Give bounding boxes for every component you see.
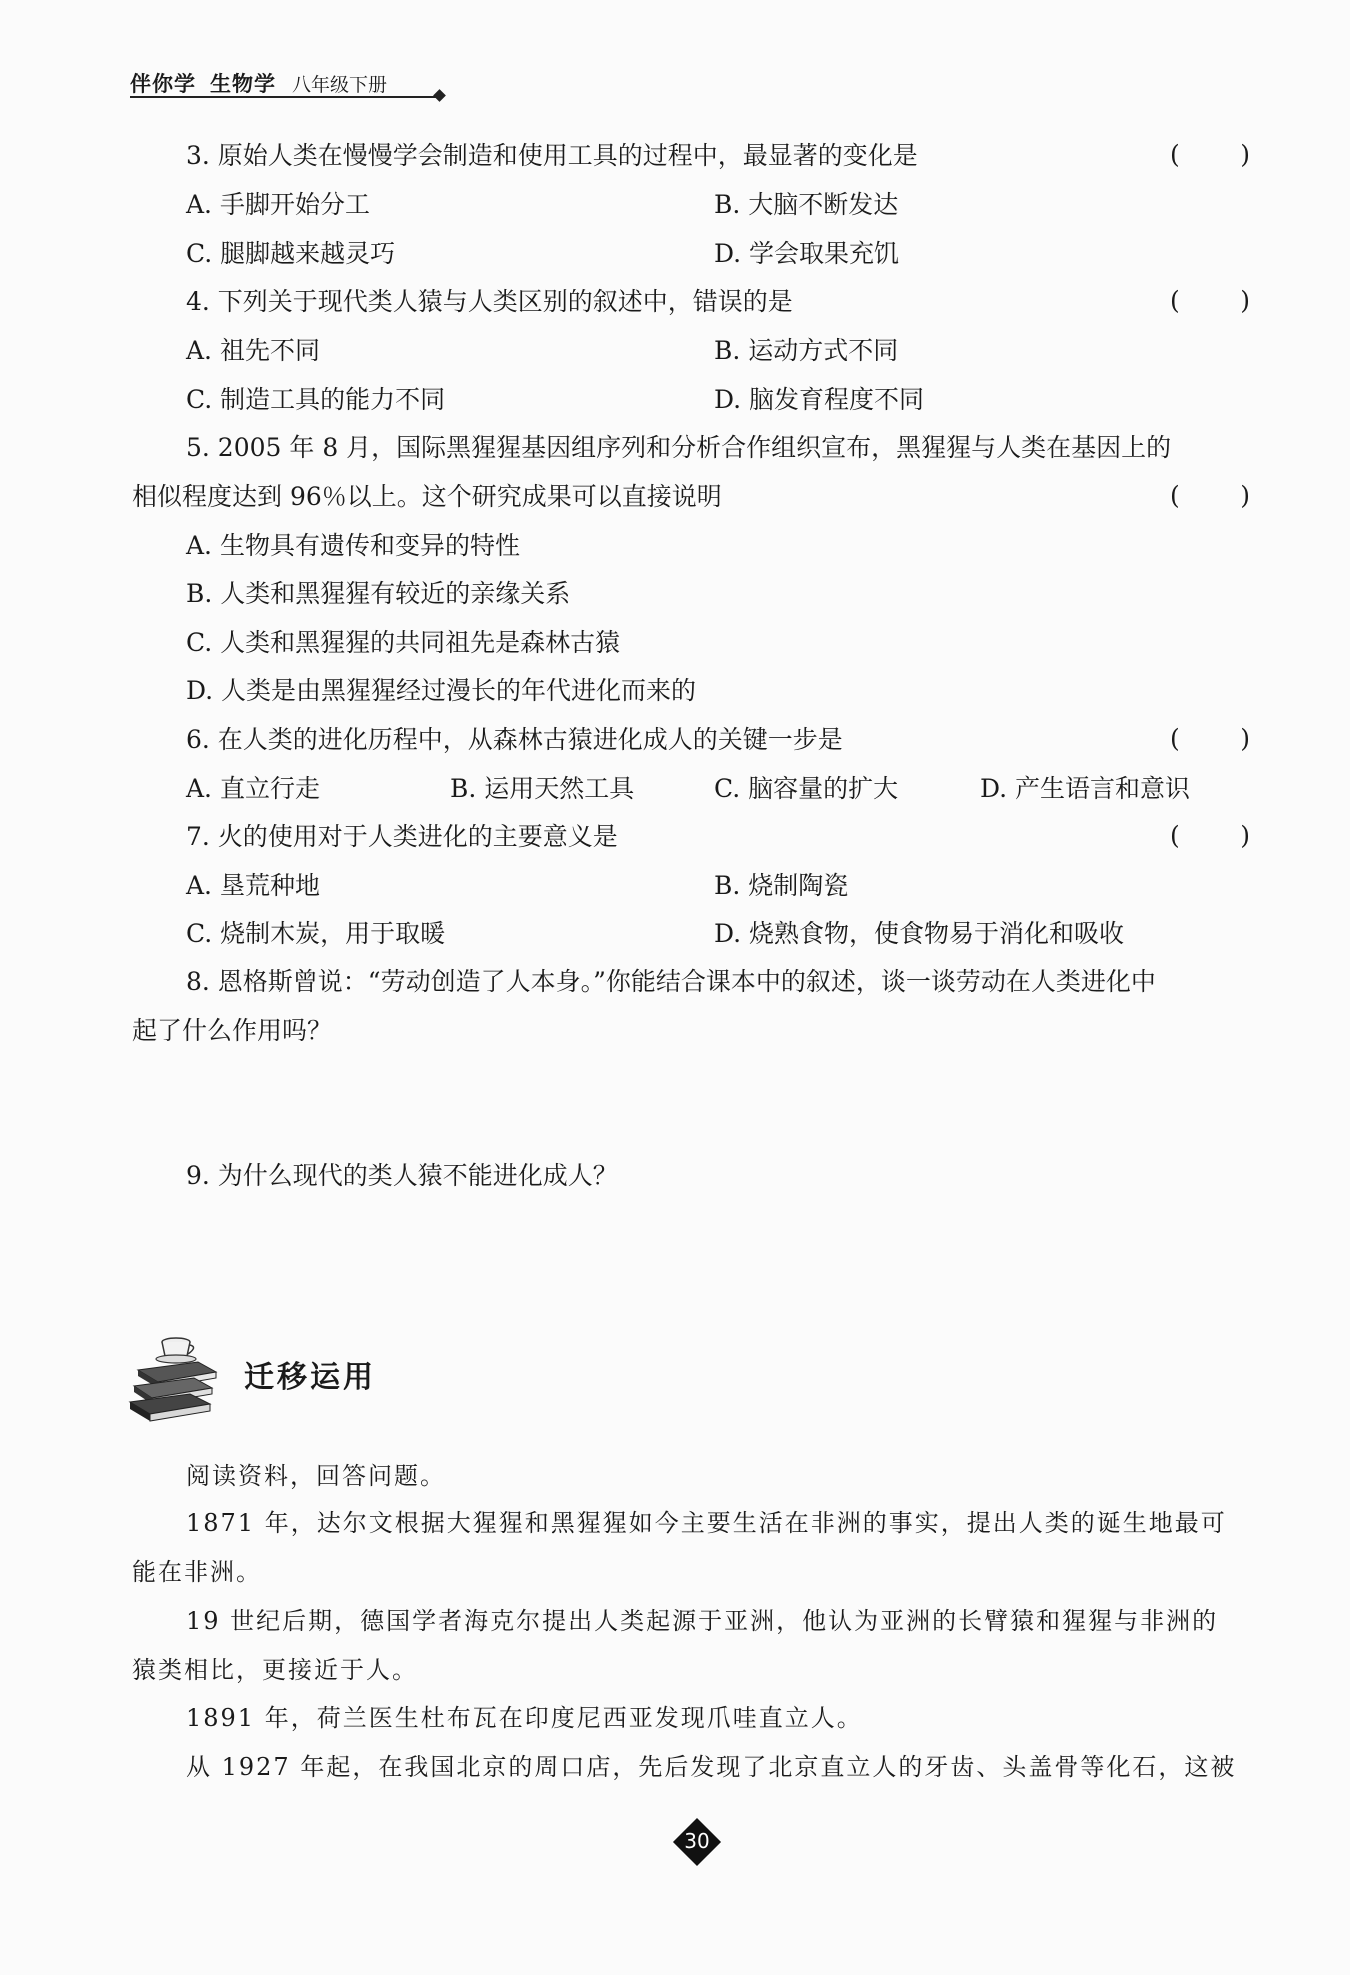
answer-paren-q4 [1170,286,1250,315]
question-4-stem: 4. 下列关于现代类人猿与人类区别的叙述中，错误的是 [186,287,793,316]
option-q4-c: C. 制造工具的能力不同 [186,385,446,414]
option-q5-b: B. 人类和黑猩猩有较近的亲缘关系 [186,579,571,608]
question-6-stem: 6. 在人类的进化历程中，从森林古猿进化成人的关键一步是 [186,725,843,754]
passage-p2-line1: 19 世纪后期，德国学者海克尔提出人类起源于亚洲，他认为亚洲的长臂猿和猩猩与非洲的 [186,1607,1219,1635]
option-q6-c: C. 脑容量的扩大 [714,774,899,803]
option-q5-d: D. 人类是由黑猩猩经过漫长的年代进化而来的 [186,676,697,705]
header-rule [130,96,440,98]
passage-intro: 阅读资料，回答问题。 [186,1462,446,1490]
page-number: 30 [684,1829,710,1853]
option-q3-b: B. 大脑不断发达 [714,190,899,219]
paren-open: ( [1170,724,1180,753]
paren-close: ) [1240,286,1250,315]
paren-open: ( [1170,821,1180,850]
passage-p3: 1891 年，荷兰医生杜布瓦在印度尼西亚发现爪哇直立人。 [186,1704,863,1732]
section-title: 迁移运用 [244,1360,376,1395]
books-and-coffee-cup-icon [128,1328,228,1424]
question-9-stem: 9. 为什么现代的类人猿不能进化成人？ [186,1161,618,1190]
header-grade: 八年级下册 [292,74,388,96]
option-q4-b: B. 运动方式不同 [714,336,899,365]
option-q7-c: C. 烧制木炭，用于取暖 [186,919,446,948]
passage-p4: 从 1927 年起，在我国北京的周口店，先后发现了北京直立人的牙齿、头盖骨等化石，这被 [186,1753,1237,1781]
paren-close: ) [1240,724,1250,753]
header-diamond-icon [433,89,446,102]
question-7-stem: 7. 火的使用对于人类进化的主要意义是 [186,822,618,851]
question-8-line1: 8. 恩格斯曾说：“劳动创造了人本身。”你能结合课本中的叙述，谈一谈劳动在人类进化中 [186,967,1156,996]
paren-open: ( [1170,286,1180,315]
paren-close: ) [1240,821,1250,850]
option-q5-a: A. 生物具有遗传和变异的特性 [186,531,520,560]
passage-p1-line1: 1871 年，达尔文根据大猩猩和黑猩猩如今主要生活在非洲的事实，提出人类的诞生地最可 [186,1509,1227,1537]
passage-p1-line2: 能在非洲。 [132,1558,262,1586]
page-number-badge [672,1817,722,1867]
paren-close: ) [1240,140,1250,169]
question-5-stem-line2: 相似程度达到 96％以上。这个研究成果可以直接说明 [132,482,722,511]
question-3-stem: 3. 原始人类在慢慢学会制造和使用工具的过程中，最显著的变化是 [186,141,918,170]
header-brand: 伴你学 [130,72,196,96]
option-q4-d: D. 脑发育程度不同 [714,385,925,414]
option-q7-b: B. 烧制陶瓷 [714,871,849,900]
answer-paren-q6 [1170,724,1250,753]
paren-open: ( [1170,481,1180,510]
passage-p2-line2: 猿类相比，更接近于人。 [132,1656,418,1684]
option-q3-a: A. 手脚开始分工 [186,190,370,219]
option-q7-a: A. 垦荒种地 [186,871,320,900]
paren-close: ) [1240,481,1250,510]
question-8-line2: 起了什么作用吗？ [132,1016,333,1045]
answer-paren-q5 [1170,481,1250,510]
answer-paren-q3 [1170,140,1250,169]
option-q5-c: C. 人类和黑猩猩的共同祖先是森林古猿 [186,628,621,657]
option-q3-c: C. 腿脚越来越灵巧 [186,239,396,268]
option-q6-d: D. 产生语言和意识 [980,774,1191,803]
answer-paren-q7 [1170,821,1250,850]
option-q6-a: A. 直立行走 [186,774,320,803]
header-subject: 生物学 [210,72,276,96]
option-q6-b: B. 运用天然工具 [450,774,635,803]
question-5-stem-line1: 5. 2005 年 8 月，国际黑猩猩基因组序列和分析合作组织宣布，黑猩猩与人类在基因上的 [186,433,1172,462]
option-q3-d: D. 学会取果充饥 [714,239,900,268]
option-q4-a: A. 祖先不同 [186,336,320,365]
running-header [130,68,387,98]
paren-open: ( [1170,140,1180,169]
option-q7-d: D. 烧熟食物，使食物易于消化和吸收 [714,919,1125,948]
